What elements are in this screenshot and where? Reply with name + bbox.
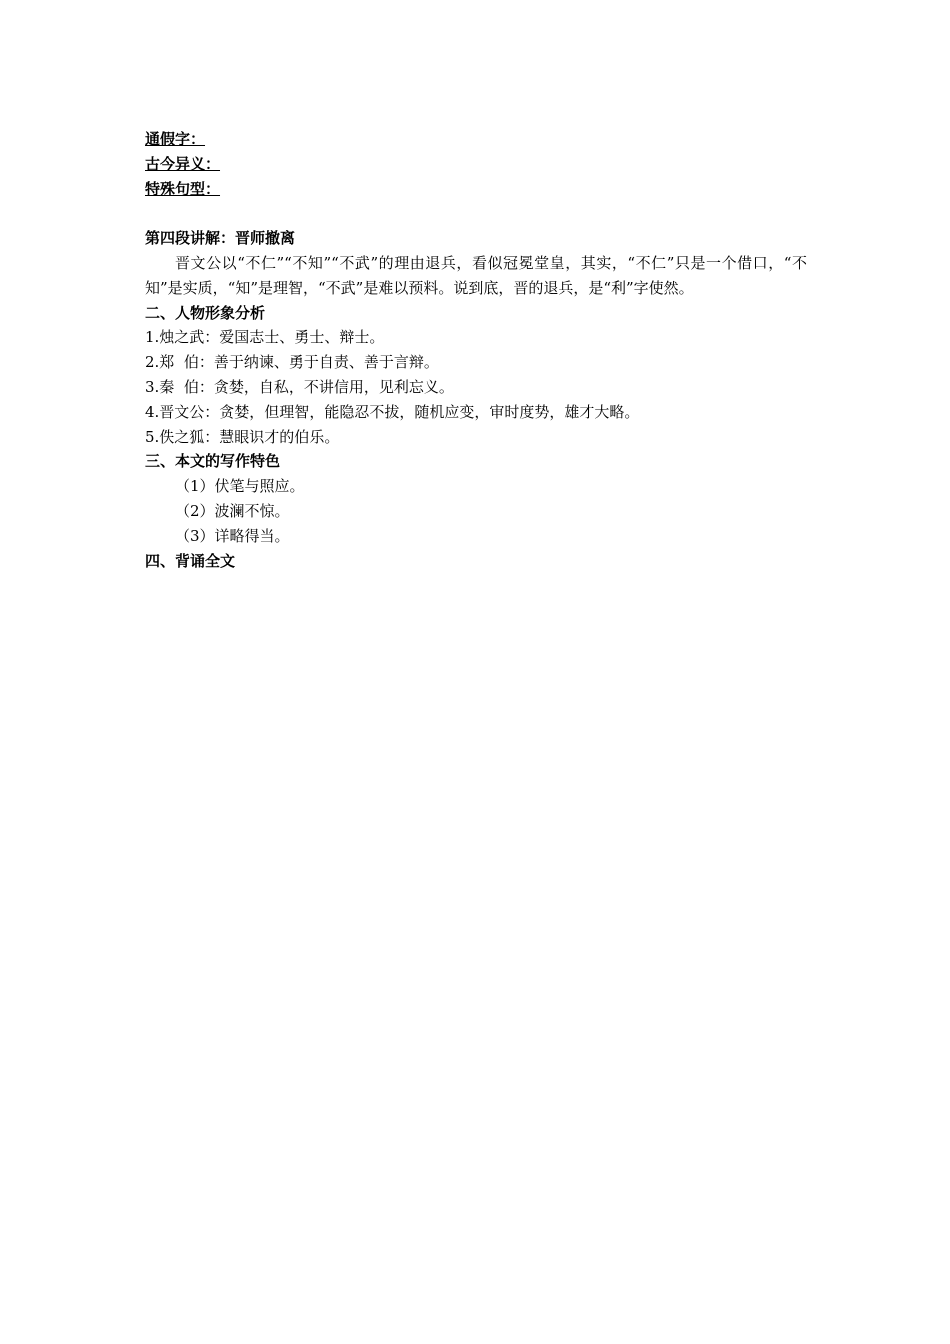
recite-heading: 四、背诵全文 <box>145 551 236 570</box>
label-gujinyiyi: 古今异义： <box>145 154 221 173</box>
characters-heading: 二、人物形象分析 <box>145 303 266 322</box>
spacer <box>145 201 807 226</box>
character-item: 4.晋文公：贪婪，但理智，能隐忍不拔，随机应变，审时度势，雄才大略。 <box>145 402 640 421</box>
document-body <box>145 127 807 573</box>
character-item: 2.郑 伯：善于纳谏、勇于自责、善于言辩。 <box>145 353 439 372</box>
feature-item: （3）详略得当。 <box>175 526 290 545</box>
label-tongjiazi: 通假字： <box>145 130 206 148</box>
character-item: 1.烛之武：爱国志士、勇士、辩士。 <box>145 328 385 347</box>
section4-heading: 第四段讲解：晋师撤离 <box>145 229 296 248</box>
feature-item: （1）伏笔与照应。 <box>175 477 305 496</box>
character-item: 3.秦 伯：贪婪，自私，不讲信用，见利忘义。 <box>145 377 454 396</box>
features-heading: 三、本文的写作特色 <box>145 452 281 471</box>
feature-item: （2）波澜不惊。 <box>175 501 290 520</box>
character-item: 5.佚之狐：慧眼识才的伯乐。 <box>145 427 340 446</box>
label-teshujuxing: 特殊句型： <box>145 179 221 198</box>
section4-paragraph: 晋文公以“不仁”“不知”“不武”的理由退兵，看似冠冕堂皇，其实，“不仁”只是一个借口，“不知”是实质，“知”是理智，“不武”是难以预料。说到底，晋的退兵，是“利”字使然。 <box>145 253 807 297</box>
